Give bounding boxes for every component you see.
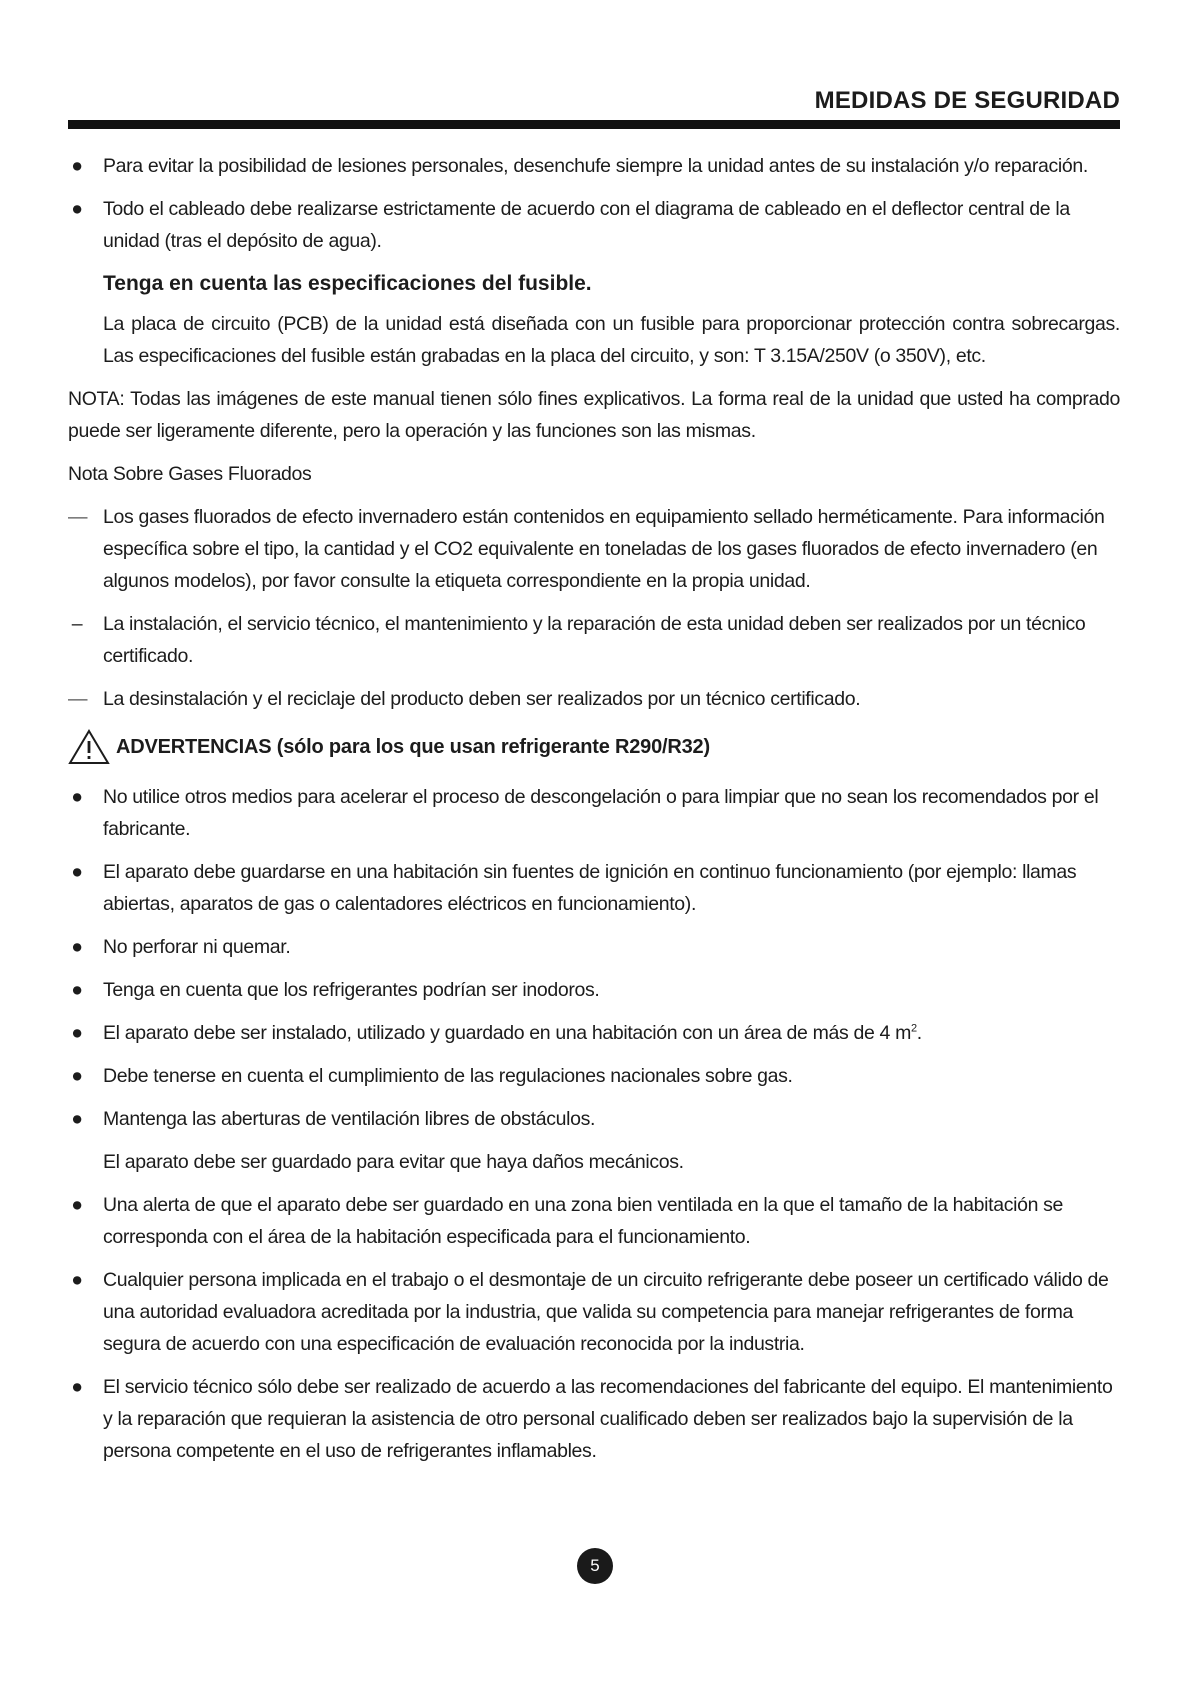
area-suffix: . — [916, 1022, 922, 1044]
list-item-text: No utilice otros medios para acelerar el proceso de descongelación o para limpiar que no sean los recomendados por el fabricante. — [103, 786, 1099, 840]
list-item-text: El servicio técnico sólo debe ser realizado de acuerdo a las recomendaciones del fabricante del equipo. El mantenimiento y la reparación que requieran la asistencia de otro personal cualificado deben ser realizados bajo la supervisión de la persona competente en el uso de refrigerantes inflamables. — [103, 1376, 1113, 1462]
bullet-marker: ● — [71, 861, 83, 883]
list-item — [68, 608, 1120, 672]
list-item — [68, 856, 1120, 920]
list-item — [68, 1189, 1120, 1253]
fuse-text: La placa de circuito (PCB) de la unidad está diseñada con un fusible para proporcionar protección contra sobrecargas. Las especificaciones del fusible están grabadas en la placa del circuito, y son: T 3.15A/250V (o 350V), etc. — [103, 313, 1120, 367]
list-item — [68, 974, 1120, 1006]
dash-marker: – — [71, 613, 83, 635]
list-item-text: Una alerta de que el aparato debe ser guardado en una zona bien ventilada en la que el tamaño de la habitación se corresponda con el área de la habitación especificada para el funcionamiento. — [103, 1194, 1064, 1248]
bullet-marker: ● — [71, 936, 83, 958]
bullet-marker: ● — [71, 786, 83, 808]
warning-title: ADVERTENCIAS (sólo para los que usan refrigerante R290/R32) — [116, 736, 710, 758]
list-item-continuation: El aparato debe ser guardado para evitar que haya daños mecánicos. — [103, 1151, 684, 1173]
page-number: 5 — [577, 1548, 613, 1584]
list-item-text: La desinstalación y el reciclaje del producto deben ser realizados por un técnico certificado. — [103, 688, 861, 710]
bullet-marker: ● — [71, 155, 83, 177]
page-content — [68, 150, 1120, 1478]
warning-triangle-icon — [68, 729, 110, 765]
gases-title: Nota Sobre Gases Fluorados — [68, 463, 312, 485]
bullet-marker: ● — [71, 1065, 83, 1087]
list-item — [68, 501, 1120, 597]
list-item-text: La instalación, el servicio técnico, el mantenimiento y la reparación de esta unidad deben ser realizados por un técnico certificado. — [103, 613, 1086, 667]
section-title: MEDIDAS DE SEGURIDAD — [814, 87, 1120, 114]
list-item — [68, 1017, 1120, 1049]
nota-text: NOTA: Todas las imágenes de este manual tienen sólo fines explicativos. La forma real de la unidad que usted ha comprado puede ser ligeramente diferente, pero la operación y las funciones son las mismas. — [68, 388, 1120, 442]
list-item — [68, 1103, 1120, 1135]
list-item-text: Debe tenerse en cuenta el cumplimiento de las regulaciones nacionales sobre gas. — [103, 1065, 793, 1087]
bullet-marker: ● — [71, 1194, 83, 1216]
bullet-marker: ● — [71, 979, 83, 1001]
list-item-text: Tenga en cuenta que los refrigerantes podrían ser inodoros. — [103, 979, 600, 1001]
bullet-marker: ● — [71, 1269, 83, 1291]
list-item — [68, 683, 1120, 715]
list-item-text: Los gases fluorados de efecto invernadero están contenidos en equipamiento sellado herméticamente. Para información específica sobre el tipo, la cantidad y el CO2 equivalente en toneladas de los gases fluorados de efecto invernadero (en algunos modelos), por favor consulte la etiqueta correspondiente en la propia unidad. — [103, 506, 1105, 592]
list-item-text: Cualquier persona implicada en el trabajo o el desmontaje de un circuito refrigerante debe poseer un certificado válido de una autoridad evaluadora acreditada por la industria, que valida su competencia para manejar refrigerantes de forma segura de acuerdo con una especificación de evaluación reconocida por la industria. — [103, 1269, 1109, 1355]
area-superscript: 2 — [910, 1022, 917, 1035]
bullet-marker: ● — [71, 1022, 83, 1044]
bullet-marker: ● — [71, 198, 83, 220]
header-rule — [68, 120, 1120, 129]
list-item-text: Mantenga las aberturas de ventilación libres de obstáculos. — [103, 1108, 596, 1130]
list-item — [68, 193, 1120, 257]
list-item — [68, 781, 1120, 845]
fuse-heading: Tenga en cuenta las especificaciones del fusible. — [103, 272, 592, 295]
warning-heading — [68, 729, 1120, 765]
list-item — [68, 1264, 1120, 1360]
bullet-marker: ● — [71, 1108, 83, 1130]
list-item — [68, 931, 1120, 963]
list-item-text: Para evitar la posibilidad de lesiones personales, desenchufe siempre la unidad antes de su instalación y/o reparación. — [103, 155, 1088, 177]
list-item — [68, 1060, 1120, 1092]
list-item — [68, 150, 1120, 182]
dash-marker: — — [68, 688, 88, 710]
bullet-marker: ● — [71, 1376, 83, 1398]
list-item-text: El aparato debe guardarse en una habitación sin fuentes de ignición en continuo funcionamiento (por ejemplo: llamas abiertas, aparatos de gas o calentadores eléctricos en funcionamiento). — [103, 861, 1077, 915]
list-item-text: El aparato debe ser instalado, utilizado y guardado en una habitación con un área de más de 4 m — [103, 1022, 911, 1044]
dash-marker: — — [68, 506, 88, 528]
list-item — [68, 1371, 1120, 1467]
list-item-text: No perforar ni quemar. — [103, 936, 291, 958]
list-item-text: Todo el cableado debe realizarse estrictamente de acuerdo con el diagrama de cableado en el deflector central de la unidad (tras el depósito de agua). — [103, 198, 1070, 252]
